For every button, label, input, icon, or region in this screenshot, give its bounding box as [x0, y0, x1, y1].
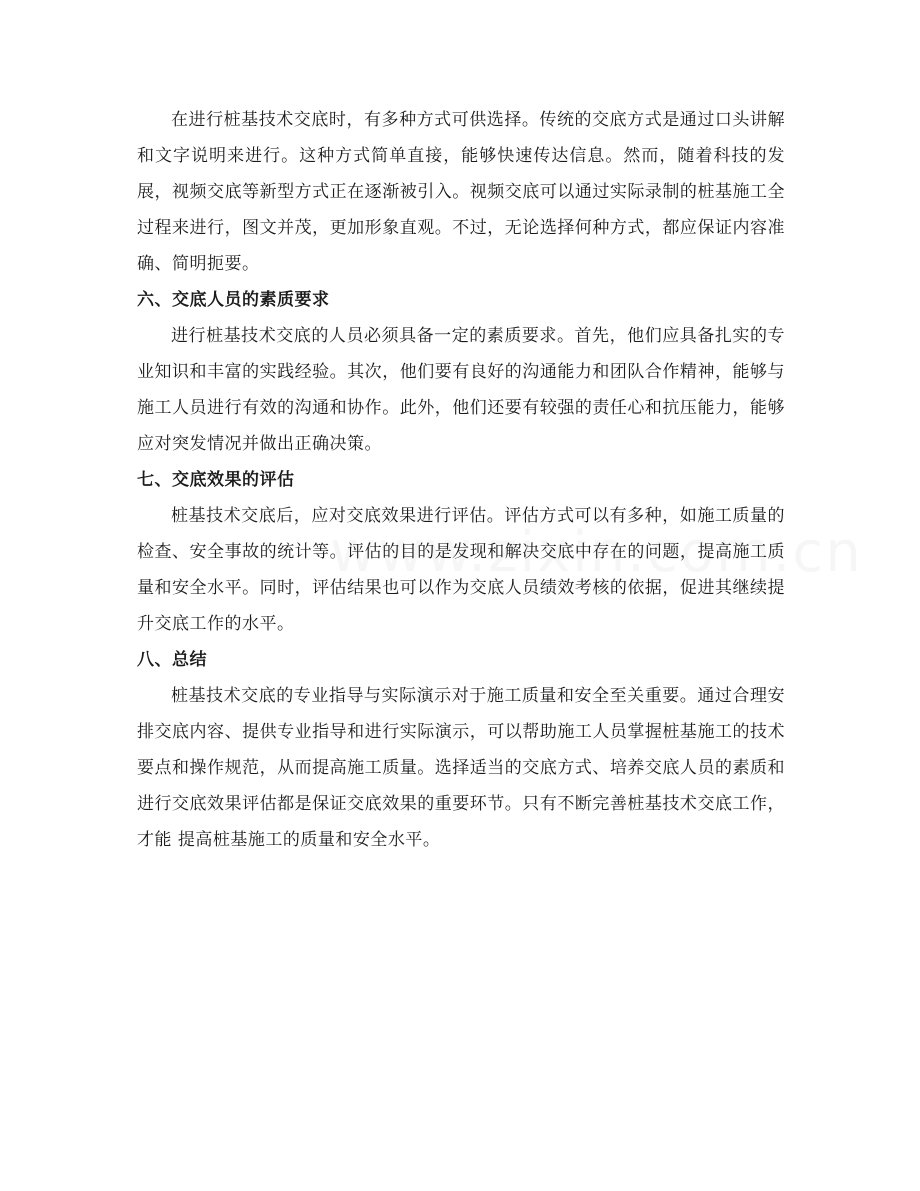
section-paragraph-eight: 桩基技术交底的专业指导与实际演示对于施工质量和安全至关重要。通过合理安排交底内容、提供专业指导和进行实际演示，可以帮助施工人员掌握桩基施工的技术要点和操作规范，从而提高施工质量。选择适当的交底方式、培养交底人员的素质和进行交底效果评估都是保证交底效果的重要环节。只有不断完善桩基技术交底工作，才能 提高桩基施工的质量和安全水平。 — [137, 686, 785, 850]
document-body — [137, 102, 785, 858]
intro-paragraph: 在进行桩基技术交底时，有多种方式可供选择。传统的交底方式是通过口头讲解和文字说明来进行。这种方式简单直接，能够快速传达信息。然而，随着科技的发展，视频交底等新型方式正在逐渐被引入。视频交底可以通过实际录制的桩基施工全过程来进行，图文并茂，更加形象直观。不过，无论选择何种方式，都应保证内容准确、简明扼要。 — [137, 110, 785, 274]
section-heading-seven: 七、交底效果的评估 — [137, 470, 295, 490]
section-paragraph-six: 进行桩基技术交底的人员必须具备一定的素质要求。首先，他们应具备扎实的专业知识和丰富的实践经验。其次，他们要有良好的沟通能力和团队合作精神，能够与施工人员进行有效的沟通和协作。此外，他们还要有较强的责任心和抗压能力，能够应对突发情况并做出正确决策。 — [137, 326, 785, 454]
section-paragraph-seven: 桩基技术交底后，应对交底效果进行评估。评估方式可以有多种，如施工质量的检查、安全事故的统计等。评估的目的是发现和解决交底中存在的问题，提高施工质量和安全水平。同时，评估结果也可以作为交底人员绩效考核的依据，促进其继续提升交底工作的水平。 — [137, 506, 785, 634]
section-heading-eight: 八、总结 — [137, 650, 207, 670]
section-heading-six: 六、交底人员的素质要求 — [137, 290, 330, 310]
